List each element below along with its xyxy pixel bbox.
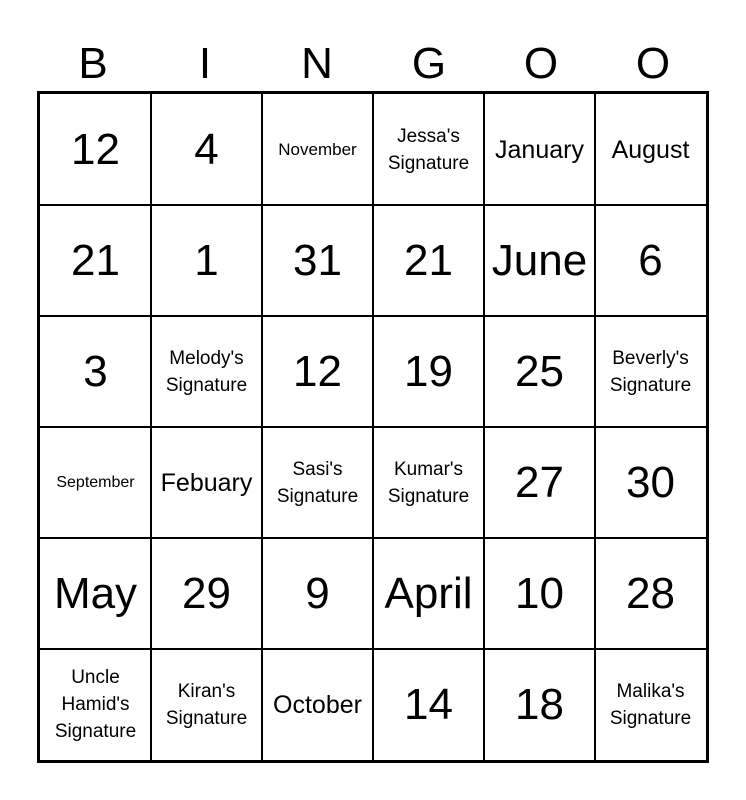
bingo-cell[interactable]: [262, 427, 373, 538]
header-letter: I: [198, 39, 212, 88]
cell-text: Febuary: [160, 468, 253, 497]
cell-text: Kumar's Signature: [387, 458, 470, 507]
cell-text: November: [278, 139, 357, 159]
bingo-cell[interactable]: [484, 205, 595, 316]
cell-text: Jessa's Signature: [387, 125, 470, 174]
cell-text: April: [384, 568, 473, 618]
bingo-cell[interactable]: [484, 649, 595, 760]
cell-text: 14: [404, 679, 453, 729]
bingo-cell[interactable]: [595, 205, 706, 316]
header-letter: G: [411, 39, 447, 88]
cell-text: October: [273, 690, 362, 719]
bingo-cell[interactable]: [595, 649, 706, 760]
bingo-cell[interactable]: [595, 427, 706, 538]
cell-text: Malika's Signature: [609, 680, 692, 729]
cell-text: January: [495, 135, 584, 164]
bingo-cell[interactable]: [595, 316, 706, 427]
bingo-cell[interactable]: [373, 649, 484, 760]
cell-text: 19: [404, 346, 453, 396]
bingo-cell[interactable]: [373, 94, 484, 205]
grid-line: [40, 648, 706, 650]
bingo-cell[interactable]: [262, 538, 373, 649]
cell-text: June: [491, 235, 588, 285]
bingo-cell[interactable]: [262, 649, 373, 760]
cell-text: August: [611, 135, 690, 164]
cell-text: 12: [71, 124, 120, 174]
bingo-cell[interactable]: [262, 94, 373, 205]
cell-text: 9: [305, 568, 330, 618]
cell-text: May: [53, 568, 138, 618]
bingo-header: [37, 38, 709, 90]
bingo-cell[interactable]: [373, 205, 484, 316]
cell-text: 29: [182, 568, 231, 618]
grid-line: [40, 426, 706, 428]
cell-text: 6: [638, 235, 663, 285]
header-letter: N: [301, 39, 333, 88]
header-letter: O: [523, 39, 559, 88]
cell-text: 30: [626, 457, 675, 507]
bingo-card: [37, 91, 709, 763]
cell-text: Sasi's Signature: [276, 458, 359, 507]
cell-text: 3: [83, 346, 108, 396]
bingo-cell[interactable]: [484, 316, 595, 427]
grid-line: [594, 94, 596, 760]
bingo-cell[interactable]: [262, 205, 373, 316]
bingo-cell[interactable]: [40, 649, 151, 760]
cell-text: 10: [515, 568, 564, 618]
bingo-cell[interactable]: [151, 649, 262, 760]
bingo-cell[interactable]: [373, 538, 484, 649]
cell-text: 21: [71, 235, 120, 285]
grid-line: [483, 94, 485, 760]
bingo-cell[interactable]: [484, 94, 595, 205]
cell-text: 18: [515, 679, 564, 729]
cell-text: 4: [194, 124, 219, 174]
bingo-cell[interactable]: [40, 316, 151, 427]
cell-text: Melody's Signature: [165, 347, 248, 396]
bingo-cell[interactable]: [151, 94, 262, 205]
bingo-cell[interactable]: [373, 427, 484, 538]
grid-line: [40, 537, 706, 539]
cell-text: 12: [293, 346, 342, 396]
bingo-cell[interactable]: [40, 427, 151, 538]
header-letter: B: [78, 39, 108, 88]
bingo-cell[interactable]: [262, 316, 373, 427]
cell-text: 25: [515, 346, 564, 396]
bingo-cell[interactable]: [373, 316, 484, 427]
bingo-cell[interactable]: [151, 316, 262, 427]
cell-text: 31: [293, 235, 342, 285]
cell-text: 28: [626, 568, 675, 618]
cell-text: September: [56, 473, 135, 491]
bingo-cell[interactable]: [40, 94, 151, 205]
bingo-cell[interactable]: [151, 427, 262, 538]
bingo-cell[interactable]: [151, 205, 262, 316]
cell-text: 1: [194, 235, 219, 285]
bingo-cell[interactable]: [595, 94, 706, 205]
bingo-cell[interactable]: [595, 538, 706, 649]
bingo-cell[interactable]: [40, 205, 151, 316]
cell-text: Uncle Hamid's Signature: [54, 667, 137, 742]
bingo-cell[interactable]: [151, 538, 262, 649]
cell-text: 27: [515, 457, 564, 507]
bingo-cell[interactable]: [484, 538, 595, 649]
cell-text: Beverly's Signature: [609, 347, 692, 396]
cell-text: Kiran's Signature: [165, 680, 248, 729]
header-letter: O: [635, 39, 671, 88]
bingo-cell[interactable]: [40, 538, 151, 649]
cell-text: 21: [404, 235, 453, 285]
bingo-cell[interactable]: [484, 427, 595, 538]
